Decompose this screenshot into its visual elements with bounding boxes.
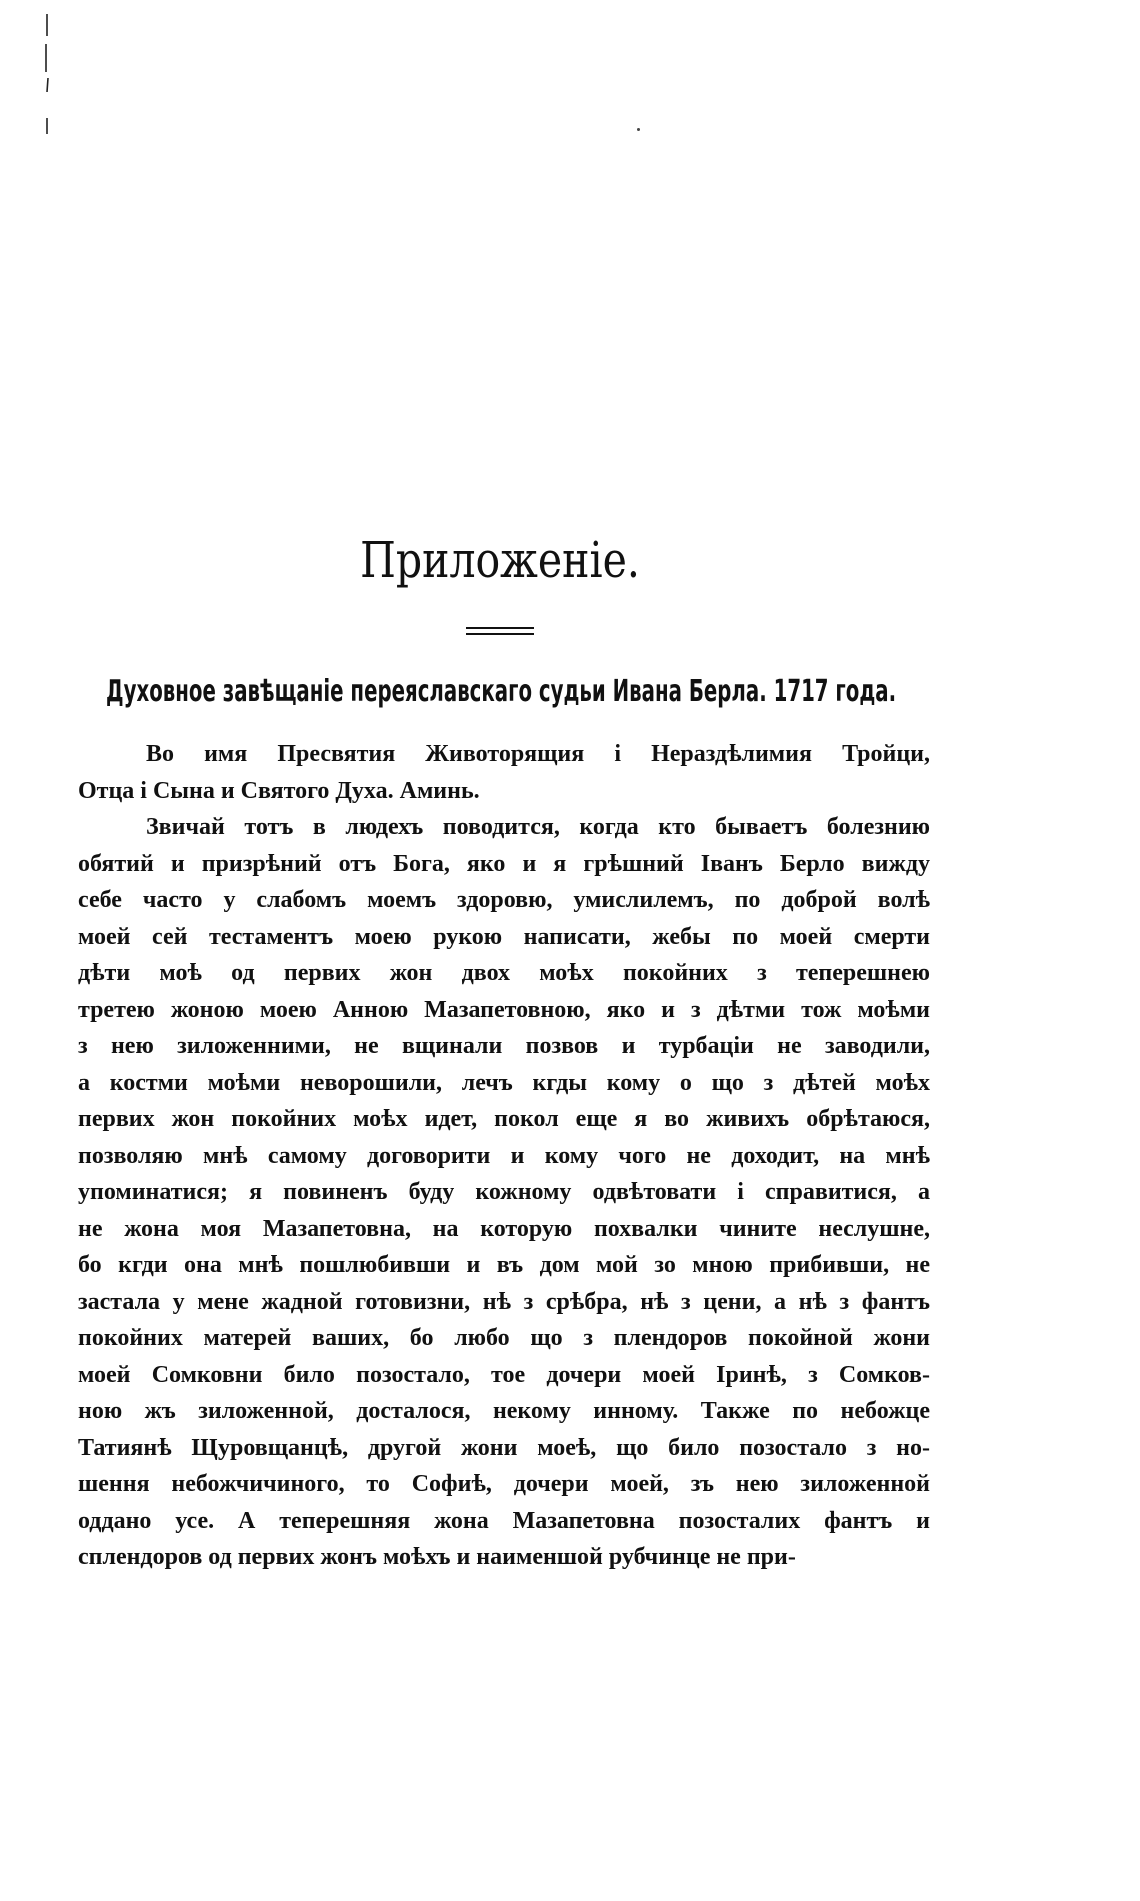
text-line: ною жъ зиложенной, досталося, некому инному. Также по небожце xyxy=(78,1398,930,1424)
text-line: шення небожчичиного, то Софиѣ, дочери моей, зъ нею зиложенной xyxy=(78,1471,930,1497)
text-line: первих жон покойних моѣх идет, покол еще я во живихъ обрѣтаюся, xyxy=(78,1106,930,1132)
text-line: обятий и призрѣний отъ Бога, яко и я грѣшний Іванъ Берло вижду xyxy=(78,850,930,877)
text-line: Звичай тотъ в людехъ поводится, когда кто бываетъ болезнию xyxy=(146,814,930,840)
text-line: а костми моѣми неворошили, лечъ кгды кому о що з дѣтей моѣх xyxy=(78,1069,930,1096)
text-line: з нею зиложенними, не вщинали позвов и турбаціи не заводили, xyxy=(78,1033,930,1059)
text-line: моей сей тестаментъ моею рукою написати, жебы по моей смерти xyxy=(78,923,930,950)
text-line: покойних матерей ваших, бо любо що з плендоров покойной жони xyxy=(78,1325,930,1351)
text-line: оддано усе. А теперешняя жона Мазапетовна позосталих фантъ и xyxy=(78,1507,930,1534)
heading-rule-bottom xyxy=(466,633,534,635)
text-line: себе часто у слабомъ моемъ здоровю, умислилемъ, по доброй волѣ xyxy=(78,887,930,913)
heading-rule-top xyxy=(466,627,534,629)
text-line: не жона моя Мазапетовна, на которую похвалки чините неслушне, xyxy=(78,1215,930,1242)
text-line: Во имя Пресвятия Животорящия і Нераздѣлимия Тройци, xyxy=(146,741,930,767)
text-line: моей Сомковни било позостало, тое дочери моей Іринѣ, з Сомков- xyxy=(78,1361,930,1388)
text-line: Татиянѣ Щуровщанцѣ, другой жони моеѣ, що било позостало з но- xyxy=(78,1434,930,1461)
text-line: позволяю мнѣ самому договорити и кому чого не доходит, на мнѣ xyxy=(78,1142,930,1169)
scan-speck xyxy=(637,128,640,131)
text-line: сплендоров од первих жонъ моѣхъ и наименшой рубчинце не при- xyxy=(78,1544,796,1570)
body-text xyxy=(78,736,930,1576)
text-line: застала у мене жадной готовизни, нѣ з срѣбра, нѣ з цени, а нѣ з фантъ xyxy=(78,1288,930,1315)
scan-edge-marks xyxy=(44,14,50,134)
page-heading: Приложеніе. xyxy=(360,531,640,589)
text-line: бо кгди она мнѣ пошлюбивши и въ дом мой зо мною прибивши, не xyxy=(78,1252,930,1278)
document-subtitle: Духовное завѣщаніе переяславскаго судьи Ивана Берла. 1717 года. xyxy=(106,674,897,709)
text-line: Отца і Сына и Святого Духа. Аминь. xyxy=(78,777,480,804)
text-line: третею жоною моею Анною Мазапетовною, яко и з дѣтми тож моѣми xyxy=(78,996,930,1023)
text-line: упоминатися; я повиненъ буду кожному одвѣтовати і справитися, а xyxy=(78,1179,930,1205)
text-line: дѣти моѣ од первих жон двох моѣх покойних з теперешнею xyxy=(78,960,930,986)
